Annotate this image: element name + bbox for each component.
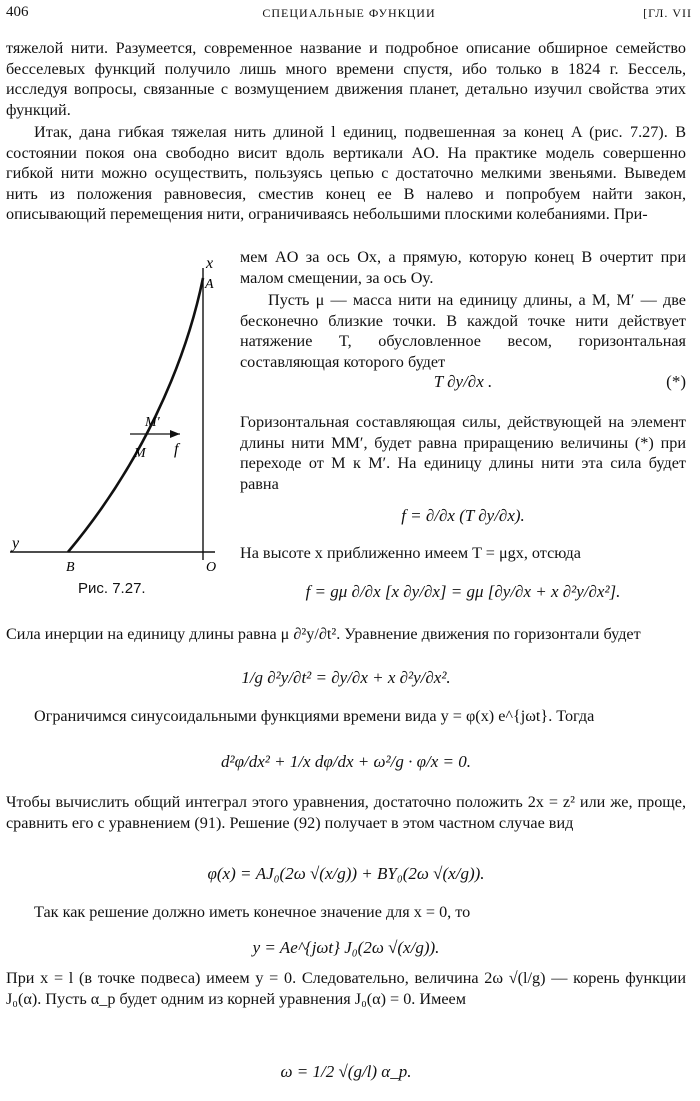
paragraph-4: Горизонтальная составляющая силы, действующей на элемент длины нити MM′, будет равна приращению величины (*) при переходе от M к M′. На единицу длины нити эта сила будет равна [240, 413, 686, 493]
label-o: O [206, 560, 217, 575]
paragraph-3: Пусть μ — масса нити на единицу длины, а M, M′ — две бесконечно близкие точки. В каждой точке нити действует натяжение T, обусловленное весом, горизонтальная составляющая которого будет [240, 291, 686, 371]
label-m: M [134, 446, 146, 461]
figure-caption: Рис. 7.27. [78, 580, 146, 597]
equation-2: f = ∂/∂x (T ∂y/∂x). [401, 506, 525, 525]
label-b: B [66, 560, 75, 575]
equation-8: ω = 1/2 √(g/l) α_p. [280, 1062, 412, 1081]
equation-5: d²φ/dx² + 1/x dφ/dx + ω²/g · φ/x = 0. [221, 752, 471, 771]
paragraph-9: Так как решение должно иметь конечное значение для x = 0, то [34, 903, 471, 921]
running-title: СПЕЦИАЛЬНЫЕ ФУНКЦИИ [262, 6, 436, 20]
page-number: 406 [6, 4, 29, 20]
equation-1-text: T ∂y/∂x . [433, 372, 493, 391]
chain-curve [68, 278, 203, 552]
equation-4: 1/g ∂²y/∂t² = ∂y/∂x + x ∂²y/∂x². [241, 668, 451, 687]
paragraph-2-continued: мем AO за ось Ox, а прямую, которую конец B очертит при малом смещении, за ось Oy. [240, 248, 686, 287]
paragraph-10: При x = l (в точке подвеса) имеем y = 0. Следовательно, величина 2ω √(l/g) — корень функции J₀(α). Пусть α_p будет одним из корней уравнения J₀(α) = 0. Имеем [6, 969, 686, 1008]
paragraph-2: Итак, дана гибкая тяжелая нить длиной l единиц, подвешенная за конец A (рис. 7.27). В состоянии покоя она свободно висит вдоль вертикали AO. На практике модель совершенно гибкой нити можно осуществить, пользуясь цепью с достаточно мелкими звеньями. Выведем нить из положения равновесия, сместив конец ее B налево и попробуем найти закон, описывающий перемещения нити, ограничиваясь небольшими плоскими колебаниями. При- [6, 123, 686, 223]
equation-6: φ(x) = AJ₀(2ω √(x/g)) + BY₀(2ω √(x/g)). [207, 864, 485, 883]
chapter-label: [ГЛ. VII [643, 6, 692, 20]
paragraph-1: тяжелой нити. Разумеется, современное название и подробное описание обширное семейство бесселевых функций получило лишь много времени спустя, ибо только в 1824 г. Бессель, исследуя вопросы, связанные с возмущением движения планет, детально изучил свойства этих функций. [6, 39, 686, 119]
paragraph-7: Ограничимся синусоидальными функциями времени вида y = φ(x) e^{jωt}. Тогда [34, 707, 595, 725]
label-y: y [12, 535, 20, 552]
equation-1-tag: (*) [666, 372, 686, 391]
force-arrowhead [170, 430, 180, 438]
hanging-chain-diagram [10, 256, 235, 576]
equation-3: f = gμ ∂/∂x [x ∂y/∂x] = gμ [∂y/∂x + x ∂²y/∂x²]. [305, 582, 621, 601]
label-f: f [174, 441, 179, 458]
equation-7: y = Ae^{jωt} J₀(2ω √(x/g)). [252, 938, 440, 957]
paragraph-6: Сила инерции на единицу длины равна μ ∂²y/∂t². Уравнение движения по горизонтали будет [6, 625, 641, 643]
figure-7-27 [10, 256, 235, 576]
label-m-prime: M′ [145, 415, 160, 430]
label-a: A [205, 277, 214, 292]
paragraph-8: Чтобы вычислить общий интеграл этого уравнения, достаточно положить 2x = z² или же, проще, сравнить его с уравнением (91). Решение (92) получает в этом частном случае вид [6, 793, 686, 832]
paragraph-5: На высоте x приближенно имеем T = μgx, отсюда [240, 544, 581, 562]
page-header [6, 4, 692, 26]
label-x: x [206, 256, 214, 272]
equation-1 [240, 372, 686, 392]
